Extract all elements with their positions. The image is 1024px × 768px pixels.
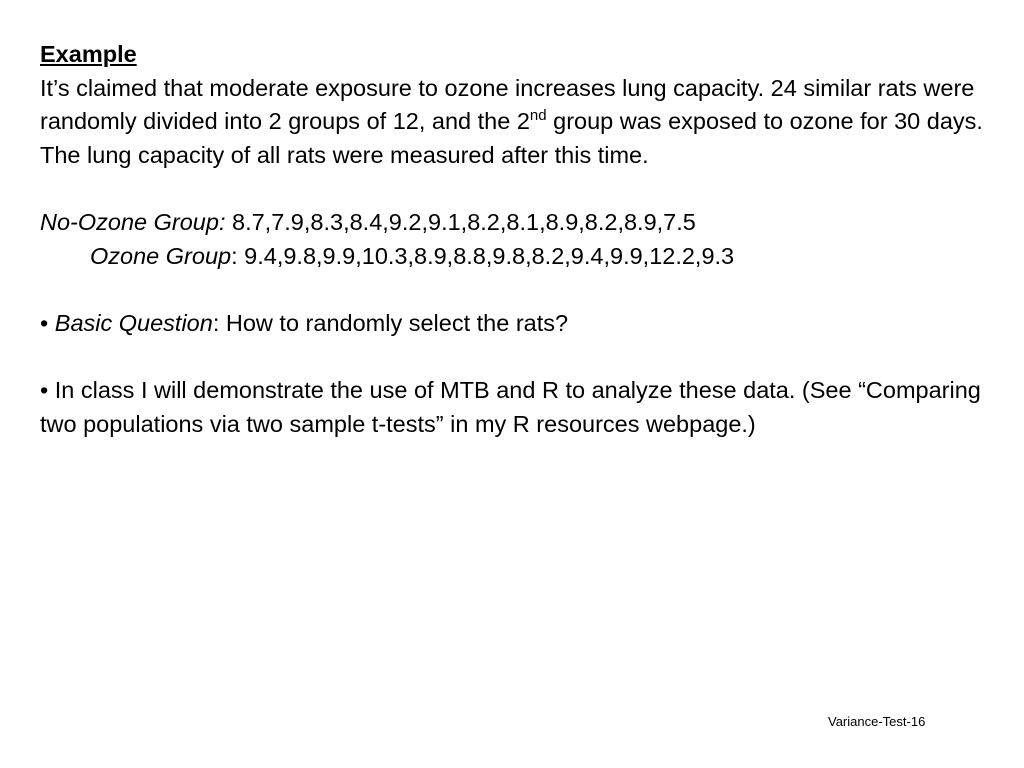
slide-heading: Example xyxy=(40,41,137,67)
class-demo-bullet: • In class I will demonstrate the use of MTB and R to analyze these data. (See “Comparing two populations via two sample t-tests” in my R resources webpage.) xyxy=(40,376,981,437)
basic-question-bullet xyxy=(40,307,1000,341)
spacer xyxy=(40,273,1000,307)
no-ozone-group-values: 8.7,7.9,8.3,8.4,9.2,9.1,8.2,8.1,8.9,8.2,8.9,7.5 xyxy=(225,208,696,235)
basic-question-label: Basic Question xyxy=(54,309,213,336)
ordinal-superscript: nd xyxy=(529,107,547,125)
bullet-glyph: • xyxy=(40,309,55,336)
spacer xyxy=(40,172,1000,206)
slide-footer-label: Variance-Test-16 xyxy=(828,714,926,729)
ozone-group-line xyxy=(40,240,1000,274)
ozone-group-values: : 9.4,9.8,9.9,10.3,8.9,8.8,9.8,8.2,9.4,9.9,12.2,9.3 xyxy=(231,242,735,269)
spacer xyxy=(40,340,1000,374)
intro-text-part-2: group was exposed to ozone for 30 days. The lung capacity of all rats were measured after this time. xyxy=(40,108,983,168)
basic-question-text: : How to randomly select the rats? xyxy=(212,309,569,336)
intro-paragraph xyxy=(40,72,1000,173)
slide-content xyxy=(40,38,1000,441)
ozone-group-label: Ozone Group xyxy=(90,242,232,269)
intro-text-part-1: It’s claimed that moderate exposure to ozone increases lung capacity. 24 similar rats were randomly divided into 2 groups of 12, and the 2 xyxy=(40,74,975,135)
no-ozone-group-label: No-Ozone Group: xyxy=(40,208,226,235)
no-ozone-group-line xyxy=(40,206,1000,240)
